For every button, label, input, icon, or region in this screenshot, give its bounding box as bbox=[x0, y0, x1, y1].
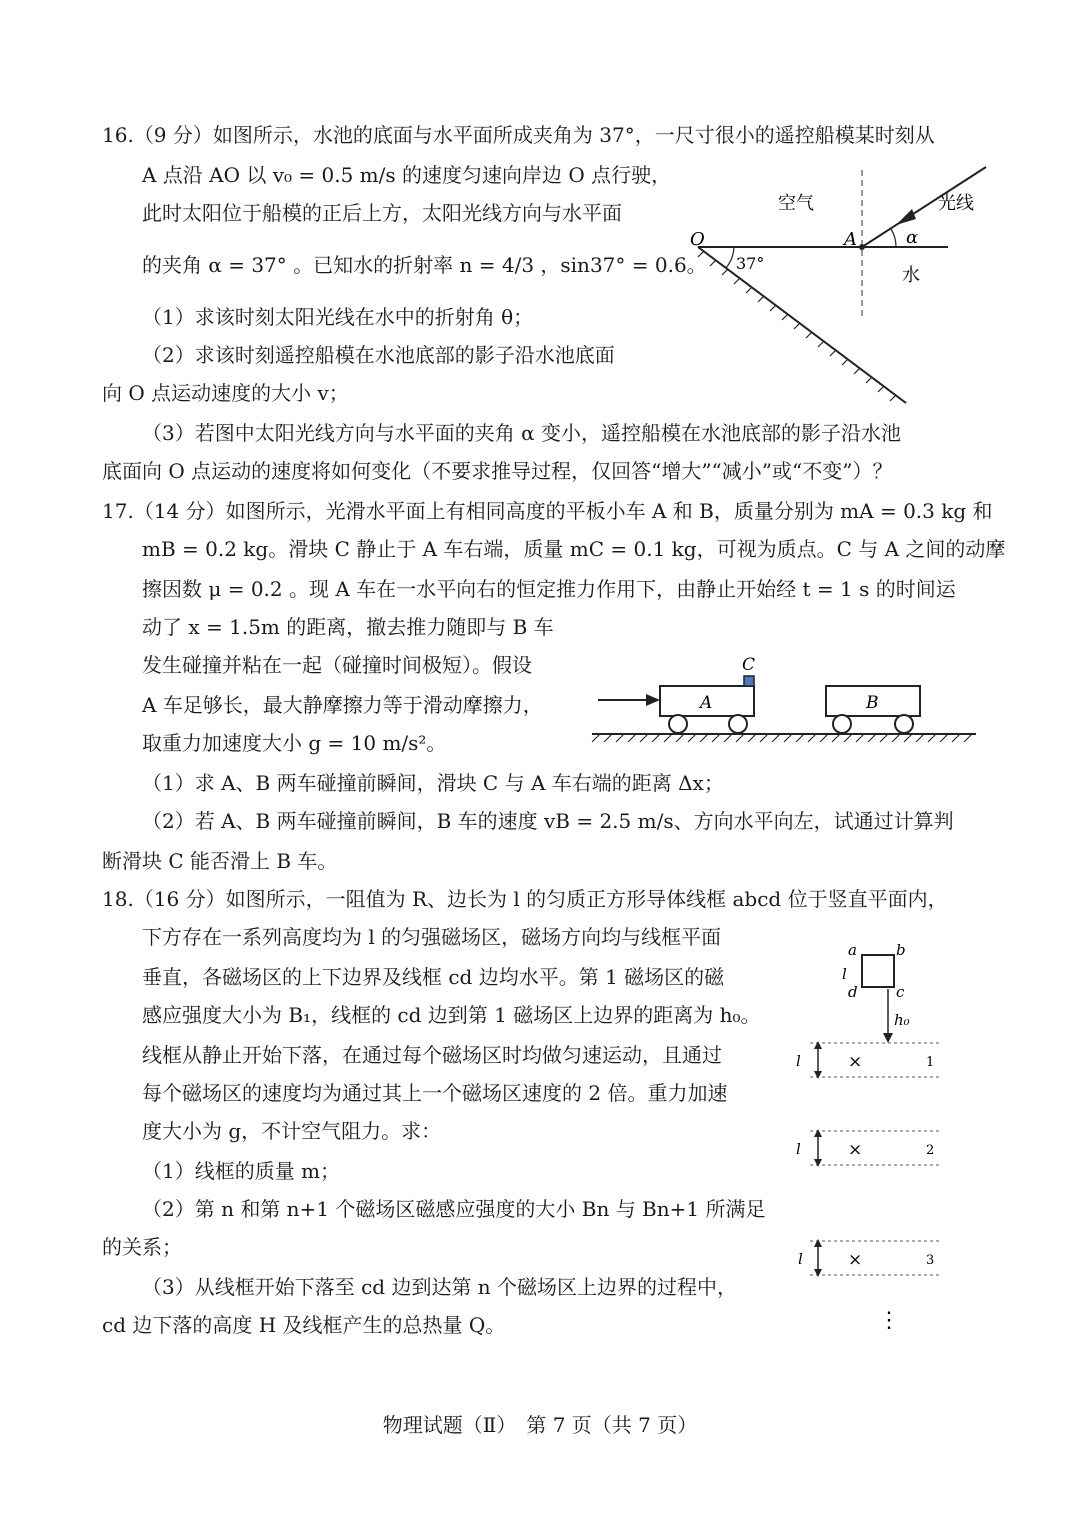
label-alpha: α bbox=[906, 227, 919, 248]
q16-figure bbox=[690, 165, 990, 415]
q16-line-6: （2）求该时刻遥控船模在水池底部的影子沿水池底面 bbox=[142, 343, 615, 367]
q17-line-1: 17.（14 分）如图所示，光滑水平面上有相同高度的平板小车 A 和 B，质量分别为 mA = 0.3 kg 和 bbox=[102, 499, 993, 523]
zone1-number: 1 bbox=[926, 1055, 935, 1070]
label-air: 空气 bbox=[778, 193, 814, 214]
q16-line-5: （1）求该时刻太阳光线在水中的折射角 θ； bbox=[142, 305, 534, 329]
q17-figure bbox=[588, 652, 980, 752]
zone1-l: l bbox=[796, 1052, 801, 1070]
label-light: 光线 bbox=[938, 193, 974, 214]
q17-line-3: 擦因数 μ = 0.2 。现 A 车在一水平向右的恒定推力作用下，由静止开始经 t = 1 s 的时间运 bbox=[142, 577, 956, 601]
height-h0: h₀ bbox=[894, 1011, 910, 1029]
zone3-field: × bbox=[848, 1250, 863, 1270]
zone3-number: 3 bbox=[926, 1253, 935, 1268]
q17-line-6: A 车足够长，最大静摩擦力等于滑动摩擦力， bbox=[142, 693, 543, 717]
q17-line-4: 动了 x = 1.5m 的距离，撤去推力随即与 B 车 bbox=[142, 615, 554, 639]
q17-line-7: 取重力加速度大小 g = 10 m/s²。 bbox=[142, 731, 447, 755]
cart-B-label: B bbox=[866, 693, 879, 713]
q18-line-5: 线框从静止开始下落，在通过每个磁场区时均做匀速运动，且通过 bbox=[142, 1043, 722, 1067]
continuation-dots: ⋮ bbox=[878, 1308, 900, 1333]
corner-d: d bbox=[848, 983, 858, 1001]
label-water: 水 bbox=[902, 265, 920, 286]
block-C-label: C bbox=[742, 655, 756, 675]
corner-a: a bbox=[848, 941, 857, 959]
q16-line-9: 底面向 O 点运动的速度将如何变化（不要求推导过程，仅回答“增大”“减小”或“不变”）？ bbox=[102, 459, 893, 483]
q17-line-9: （2）若 A、B 两车碰撞前瞬间，B 车的速度 vB = 2.5 m/s、方向水平向左，试通过计算判 bbox=[142, 809, 954, 833]
q17-line-10: 断滑块 C 能否滑上 B 车。 bbox=[102, 849, 338, 873]
q16-line-2: A 点沿 AO 以 v₀ = 0.5 m/s 的速度匀速向岸边 O 点行驶， bbox=[142, 163, 672, 187]
q18-line-7: 度大小为 g，不计空气阻力。求： bbox=[142, 1119, 442, 1143]
q18-line-6: 每个磁场区的速度均为通过其上一个磁场区速度的 2 倍。重力加速 bbox=[142, 1081, 728, 1105]
q16-line-1: 16.（9 分）如图所示，水池的底面与水平面所成夹角为 37°，一尺寸很小的遥控船模某时刻从 bbox=[102, 123, 935, 147]
q16-line-8: （3）若图中太阳光线方向与水平面的夹角 α 变小，遥控船模在水池底部的影子沿水池 bbox=[142, 421, 901, 445]
q17-line-8: （1）求 A、B 两车碰撞前瞬间，滑块 C 与 A 车右端的距离 Δx； bbox=[142, 771, 724, 795]
q17-line-5: 发生碰撞并粘在一起（碰撞时间极短）。假设 bbox=[142, 653, 532, 677]
zone2-number: 2 bbox=[926, 1143, 935, 1158]
q18-line-4: 感应强度大小为 B₁，线框的 cd 边到第 1 磁场区上边界的距离为 h₀。 bbox=[142, 1003, 761, 1027]
q18-line-12: cd 边下落的高度 H 及线框产生的总热量 Q。 bbox=[102, 1313, 506, 1337]
q16-line-3: 此时太阳位于船模的正后上方，太阳光线方向与水平面 bbox=[142, 201, 622, 225]
zone3-l: l bbox=[798, 1250, 803, 1268]
zone1-field: × bbox=[848, 1052, 863, 1072]
q18-line-1: 18.（16 分）如图所示，一阻值为 R、边长为 l 的匀质正方形导体线框 abcd 位于竖直平面内， bbox=[102, 887, 948, 911]
q16-line-7: 向 O 点运动速度的大小 v； bbox=[102, 381, 349, 405]
cart-A-label: A bbox=[700, 693, 713, 713]
zone2-l: l bbox=[796, 1140, 801, 1158]
ground-hatching bbox=[592, 734, 972, 742]
q18-line-3: 垂直，各磁场区的上下边界及线框 cd 边均水平。第 1 磁场区的磁 bbox=[142, 965, 725, 989]
q18-figure bbox=[790, 935, 950, 1335]
zone2-field: × bbox=[848, 1140, 863, 1160]
q18-line-8: （1）线框的质量 m； bbox=[142, 1159, 341, 1183]
label-O: O bbox=[690, 229, 705, 250]
q18-line-10: 的关系； bbox=[102, 1235, 182, 1259]
label-37: 37° bbox=[736, 254, 765, 273]
side-l: l bbox=[842, 965, 847, 983]
q18-line-11: （3）从线框开始下落至 cd 边到达第 n 个磁场区上边界的过程中， bbox=[142, 1275, 738, 1299]
corner-c: c bbox=[896, 983, 905, 1001]
corner-b: b bbox=[896, 941, 906, 959]
q17-line-2: mB = 0.2 kg。滑块 C 静止于 A 车右端，质量 mC = 0.1 kg，可视为质点。C 与 A 之间的动摩 bbox=[142, 537, 1006, 561]
hatching bbox=[698, 251, 896, 401]
q16-line-4: 的夹角 α = 37° 。已知水的折射率 n = 4/3 ，sin37° = 0.6。 bbox=[142, 253, 707, 277]
label-A: A bbox=[844, 229, 857, 250]
q18-line-2: 下方存在一系列高度均为 l 的匀强磁场区，磁场方向均与线框平面 bbox=[142, 925, 722, 949]
q18-line-9: （2）第 n 和第 n+1 个磁场区磁感应强度的大小 Bn 与 Bn+1 所满足 bbox=[142, 1197, 766, 1221]
page-footer: 物理试题（Ⅱ） 第 7 页（共 7 页） bbox=[382, 1413, 698, 1437]
